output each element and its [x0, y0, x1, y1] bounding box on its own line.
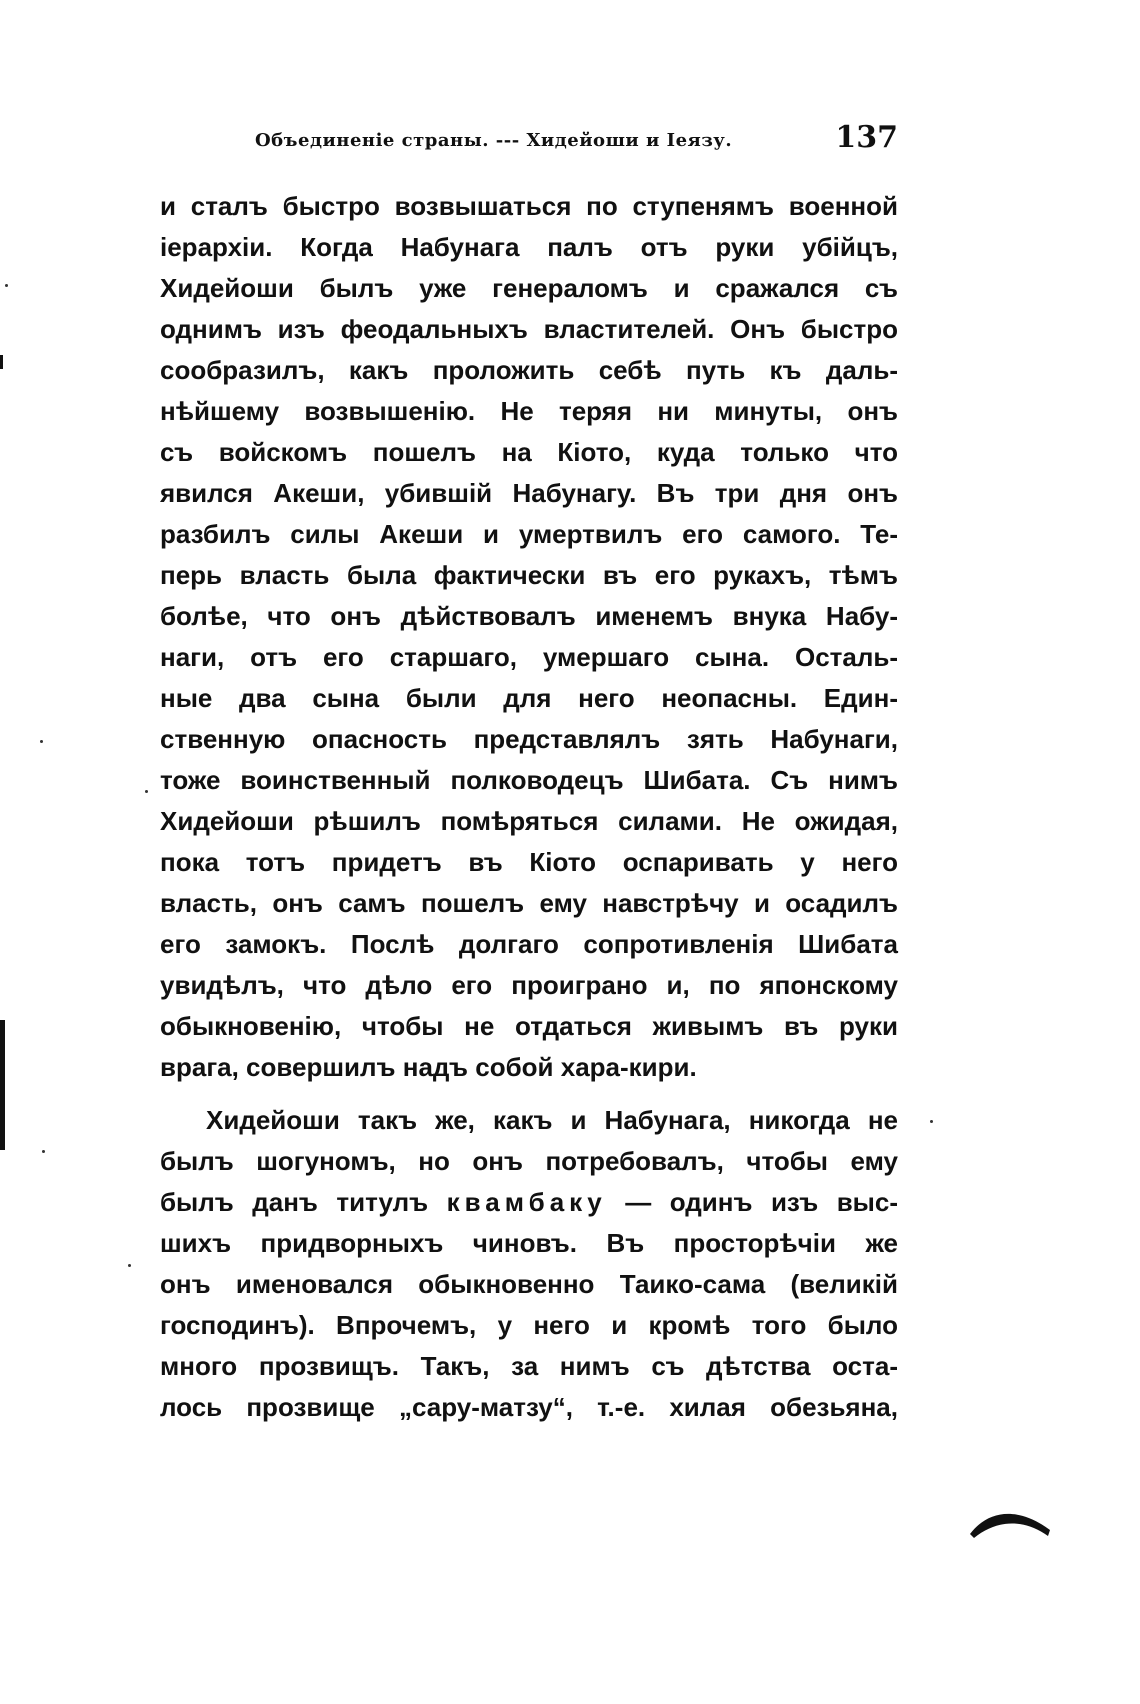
- text-line-indented: Хидейоши такъ же, какъ и Набунага, никогда не: [206, 1105, 898, 1135]
- paragraph-2: [160, 1100, 898, 1428]
- scan-speck: [5, 284, 8, 287]
- running-title: Объединеніе страны. --- Хидейоши и Іеязу.: [255, 130, 733, 151]
- scan-speck: [128, 1264, 131, 1267]
- text-fragment: былъ данъ титулъ: [160, 1187, 447, 1217]
- text-line: нѣйшему возвышенію. Не теряя ни минуты, онъ: [160, 396, 898, 426]
- text-line: ные два сына были для него неопасны. Един-: [160, 683, 898, 713]
- text-line: тоже воинственный полководецъ Шибата. Съ нимъ: [160, 765, 898, 795]
- text-line: онъ именовался обыкновенно Таико-сама (великій: [160, 1269, 898, 1299]
- text-line: лось прозвище „сару-матзу“, т.-е. хилая обезьяна,: [160, 1392, 898, 1422]
- spaced-term: квамбаку: [446, 1187, 607, 1217]
- margin-scan-mark: [0, 355, 3, 369]
- page-number: 137: [835, 120, 898, 155]
- scan-speck: [145, 790, 148, 793]
- body-text: [160, 186, 898, 1428]
- text-line: Хидейоши рѣшилъ помѣряться силами. Не ожидая,: [160, 806, 898, 836]
- text-line: обыкновенію, чтобы не отдаться живымъ въ руки: [160, 1011, 898, 1041]
- text-line: наги, отъ его старшаго, умершаго сына. Осталь-: [160, 642, 898, 672]
- text-line: власть, онъ самъ пошелъ ему навстрѣчу и осадилъ: [160, 888, 898, 918]
- text-line: перь власть была фактически въ его рукахъ, тѣмъ: [160, 560, 898, 590]
- text-line: господинъ). Впрочемъ, у него и кромѣ того было: [160, 1310, 898, 1340]
- text-line: Хидейоши былъ уже генераломъ и сражался съ: [160, 273, 898, 303]
- paragraph-1: [160, 186, 898, 1088]
- text-line: сообразилъ, какъ проложить себѣ путь къ даль-: [160, 355, 898, 385]
- text-line: ственную опасность представлялъ зять Набунаги,: [160, 724, 898, 754]
- text-line: былъ шогуномъ, но онъ потребовалъ, чтобы ему: [160, 1146, 898, 1176]
- text-line: шихъ придворныхъ чиновъ. Въ просторѣчіи же: [160, 1228, 898, 1258]
- text-line: іерархіи. Когда Набунага палъ отъ руки убійцъ,: [160, 232, 898, 262]
- scan-speck: [930, 1120, 933, 1123]
- scan-speck: [40, 740, 43, 743]
- text-line: его замокъ. Послѣ долгаго сопротивленія Шибата: [160, 929, 898, 959]
- scan-speck: [42, 1150, 45, 1153]
- text-line: увидѣлъ, что дѣло его проиграно и, по японскому: [160, 970, 898, 1000]
- text-line-last: врага, совершилъ надъ собой хара-кири.: [160, 1052, 697, 1082]
- paragraph-gap: [160, 1088, 898, 1100]
- corner-scan-artifact: [968, 1500, 1052, 1540]
- text-line: [160, 1182, 898, 1223]
- text-line: однимъ изъ феодальныхъ властителей. Онъ быстро: [160, 314, 898, 344]
- text-line: пока тотъ придетъ въ Кіото оспаривать у него: [160, 847, 898, 877]
- running-head: [255, 120, 898, 164]
- text-line: съ войскомъ пошелъ на Кіото, куда только что: [160, 437, 898, 467]
- text-line: разбилъ силы Акеши и умертвилъ его самого. Те-: [160, 519, 898, 549]
- text-line: и сталъ быстро возвышаться по ступенямъ военной: [160, 191, 898, 221]
- text-line: болѣе, что онъ дѣйствовалъ именемъ внука Набу-: [160, 601, 898, 631]
- text-line: явился Акеши, убившій Набунагу. Въ три дня онъ: [160, 478, 898, 508]
- margin-scan-mark: [0, 1020, 5, 1150]
- text-fragment: — одинъ изъ выс-: [606, 1187, 898, 1217]
- text-line: много прозвищъ. Такъ, за нимъ съ дѣтства оста-: [160, 1351, 898, 1381]
